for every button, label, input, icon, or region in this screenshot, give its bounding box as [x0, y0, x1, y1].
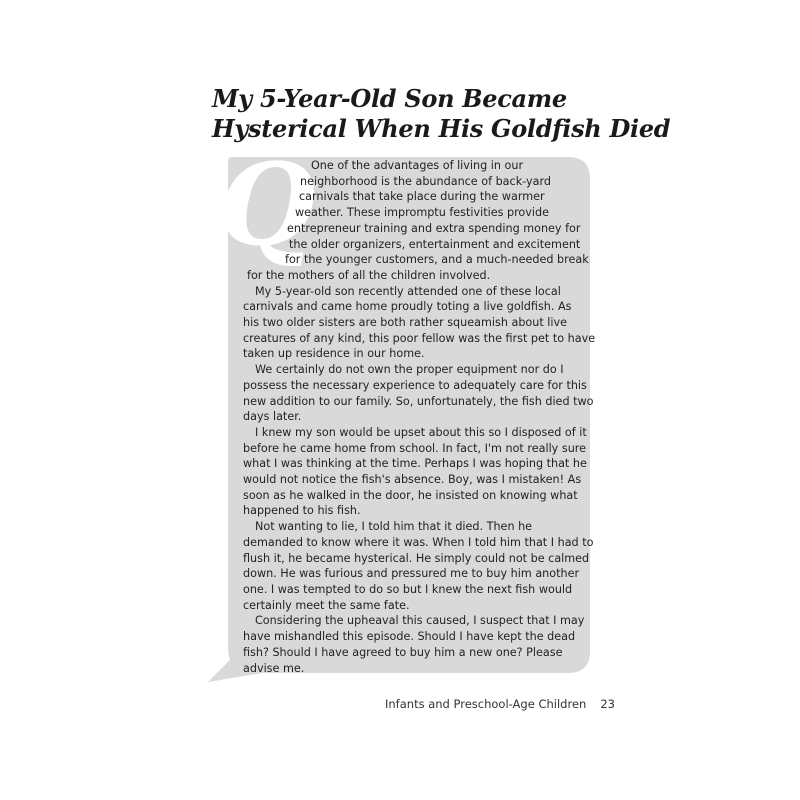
- letter-line: days later.: [243, 410, 302, 424]
- letter-line: soon as he walked in the door, he insisted on knowing what: [243, 488, 578, 502]
- letter-line: Considering the upheaval this caused, I suspect that I may: [255, 614, 585, 628]
- letter-line: flush it, he became hysterical. He simply could not be calmed: [243, 551, 590, 565]
- letter-line: demanded to know where it was. When I told him that I had to: [243, 535, 594, 549]
- letter-line: One of the advantages of living in our: [311, 159, 524, 172]
- letter-line: have mishandled this episode. Should I have kept the dead: [243, 630, 576, 644]
- letter-line: carnivals and came home proudly toting a live goldfish. As: [243, 300, 572, 314]
- letter-line: neighborhood is the abundance of back-yard: [300, 174, 551, 188]
- letter-line: new addition to our family. So, unfortunately, the fish died two: [243, 394, 594, 408]
- section-title: Infants and Preschool-Age Children: [385, 697, 587, 711]
- letter-line: his two older sisters are both rather squeamish about live: [243, 316, 568, 330]
- letter-line: weather. These impromptu festivities provide: [295, 206, 549, 220]
- letter-line: My 5-year-old son recently attended one of these local: [255, 284, 561, 298]
- page-number: 23: [600, 697, 615, 711]
- letter-line: Not wanting to lie, I told him that it died. Then he: [255, 520, 533, 534]
- letter-line: possess the necessary experience to adequately care for this: [243, 378, 587, 392]
- dropcap-letter: Q: [218, 140, 316, 271]
- title-line-2: Hysterical When His Goldfish Died: [212, 114, 671, 143]
- letter-line: down. He was furious and pressured me to buy him another: [243, 567, 580, 581]
- letter-line: certainly meet the same fate.: [243, 598, 410, 612]
- letter-line: creatures of any kind, this poor fellow was the first pet to have: [243, 331, 596, 345]
- letter-text: [243, 158, 596, 676]
- letter-line: I knew my son would be upset about this so I disposed of it: [255, 425, 587, 439]
- letter-line: entrepreneur training and extra spending money for: [287, 221, 581, 235]
- letter-line: fish? Should I have agreed to buy him a new one? Please: [243, 645, 563, 659]
- letter-line: would not notice the fish's absence. Boy, was I mistaken! As: [243, 473, 582, 487]
- letter-line: for the younger customers, and a much-needed break: [285, 253, 589, 267]
- letter-line: before he came home from school. In fact, I'm not really sure: [243, 441, 587, 455]
- letter-line: We certainly do not own the proper equipment nor do I: [255, 363, 564, 377]
- page-footer: [385, 697, 615, 711]
- letter-line: happened to his fish.: [243, 504, 361, 518]
- letter-line: what I was thinking at the time. Perhaps I was hoping that he: [243, 457, 587, 471]
- letter-line: advise me.: [243, 661, 305, 675]
- letter-line: for the mothers of all the children involved.: [247, 268, 491, 282]
- letter-line: carnivals that take place during the warmer: [299, 190, 545, 204]
- letter-line: one. I was tempted to do so but I knew the next fish would: [243, 582, 573, 596]
- letter-line: taken up residence in our home.: [243, 347, 425, 361]
- letter-line: the older organizers, entertainment and excitement: [289, 237, 581, 251]
- title-line-1: My 5-Year-Old Son Became: [212, 84, 567, 113]
